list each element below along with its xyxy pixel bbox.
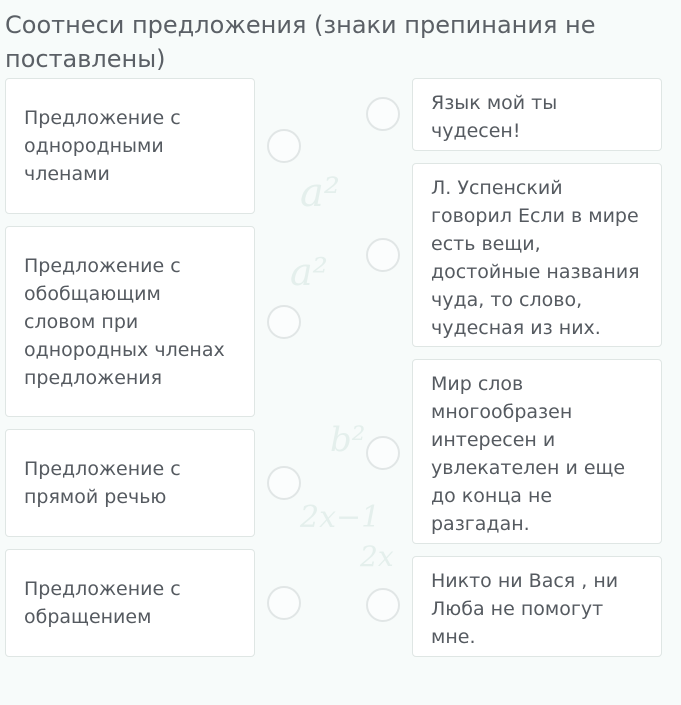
right-item-4[interactable] (412, 556, 662, 657)
left-connector-2[interactable] (267, 305, 301, 339)
right-connector-4[interactable] (366, 588, 400, 622)
background-decoration: a² a² b² 2x−1 2x (290, 170, 394, 573)
left-item-4[interactable] (5, 549, 255, 657)
right-item-label: Язык мой ты чудесен! (431, 92, 558, 142)
right-connector-2[interactable] (366, 238, 400, 272)
right-item-label: Л. Успенский говорил Если в мире есть вещи, достойные названия чуда, то слово, чудесная из них. (431, 177, 640, 339)
right-item-label: Никто ни Вася , ни Люба не помогут мне. (431, 570, 619, 648)
left-item-1[interactable] (5, 78, 255, 214)
right-item-1[interactable] (412, 78, 662, 151)
right-item-3[interactable] (412, 359, 662, 544)
left-item-label: Предложение с обобщающим словом при однородных членах предложения (24, 254, 225, 389)
page-title: Соотнеси предложения (знаки препинания не поставлены) (5, 11, 596, 73)
right-connector-3[interactable] (366, 436, 400, 470)
right-item-label: Мир слов многообразен интересен и увлекателен и еще до конца не разгадан. (431, 373, 626, 535)
left-item-2[interactable] (5, 226, 255, 417)
right-connector-1[interactable] (366, 97, 400, 131)
left-item-label: Предложение с однородными членами (24, 107, 181, 185)
left-item-3[interactable] (5, 429, 255, 537)
left-item-label: Предложение с обращением (24, 578, 181, 628)
right-item-2[interactable] (412, 163, 662, 347)
left-connector-3[interactable] (267, 466, 301, 500)
left-connector-4[interactable] (267, 586, 301, 620)
left-item-label: Предложение с прямой речью (24, 458, 181, 508)
left-connector-1[interactable] (267, 129, 301, 163)
